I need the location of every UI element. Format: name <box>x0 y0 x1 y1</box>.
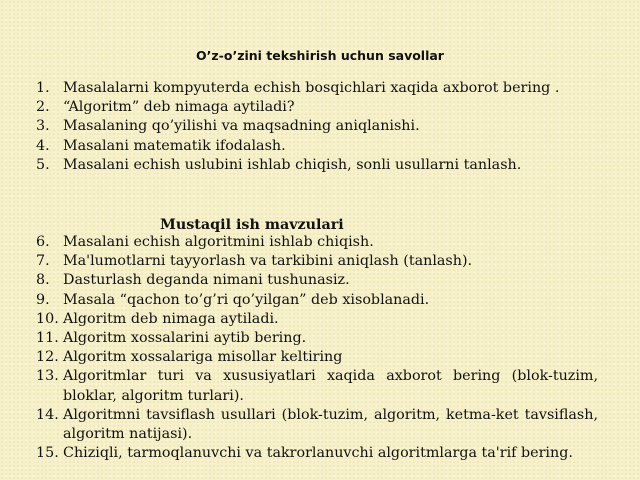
list-item <box>36 156 598 175</box>
list-item <box>36 329 598 348</box>
list-item <box>36 291 598 310</box>
item-number: 7. <box>36 253 50 270</box>
list-item <box>36 444 598 463</box>
list-item <box>36 271 598 290</box>
item-text: Algoritm xossalariga misollar keltiring <box>63 349 343 366</box>
list-item <box>36 252 598 271</box>
list-item <box>36 98 598 117</box>
item-text: Algoritm xossalarini aytib bering. <box>63 330 307 347</box>
self-check-question-list <box>36 79 598 175</box>
item-text: Dasturlash deganda nimani tushunasiz. <box>63 272 350 289</box>
item-number: 14. <box>36 406 59 423</box>
item-text: Algoritmlar turi va xususiyatlari xaqida axborot bering (blok-tuzim, bloklar, algoritm turlari). <box>63 368 598 404</box>
section-subtitle: Mustaqil ish mavzulari <box>160 217 344 233</box>
list-item <box>36 117 598 136</box>
item-text: Ma'lumotlarni tayyorlash va tarkibini aniqlash (tanlash). <box>63 253 473 270</box>
item-number: 2. <box>36 99 50 116</box>
list-item <box>36 137 598 156</box>
item-number: 3. <box>36 118 50 135</box>
item-text: “Algoritm” deb nimaga aytiladi? <box>63 99 295 116</box>
item-number: 15. <box>36 445 59 462</box>
item-text: Masalalarni kompyuterda echish bosqichlari xaqida axborot bering . <box>63 80 560 96</box>
item-text: Masalani matematik ifodalash. <box>63 137 286 154</box>
item-number: 13. <box>36 368 59 385</box>
item-text: Algoritmni tavsiflash usullari (blok-tuzim, algoritm, ketma-ket tavsiflash, algoritm natijasi). <box>63 406 598 443</box>
list-item <box>36 310 598 329</box>
item-number: 10. <box>36 310 59 327</box>
list-item <box>36 79 598 98</box>
item-text: Chiziqli, tarmoqlanuvchi va takrorlanuvchi algoritmlarga ta'rif bering. <box>63 445 573 462</box>
list-item <box>36 406 598 444</box>
item-text: Masala “qachon to’g’ri qo’yilgan” deb xisoblanadi. <box>63 291 430 308</box>
item-number: 5. <box>36 156 50 173</box>
item-number: 11. <box>36 330 59 347</box>
item-number: 6. <box>36 234 50 250</box>
item-text: Algoritm deb nimaga aytiladi. <box>63 310 279 327</box>
item-text: Masalani echish uslubini ishlab chiqish, sonli usullarni tanlash. <box>63 156 522 173</box>
list-item <box>36 233 598 252</box>
list-item <box>36 367 598 405</box>
item-text: Masalani echish algoritmini ishlab chiqish. <box>63 234 374 250</box>
item-text: Masalaning qo’yilishi va maqsadning aniqlanishi. <box>63 118 420 135</box>
item-number: 9. <box>36 291 50 308</box>
item-number: 8. <box>36 272 50 289</box>
list-item <box>36 348 598 367</box>
item-number: 4. <box>36 137 50 154</box>
independent-work-topic-list <box>36 233 598 463</box>
item-number: 1. <box>36 80 50 96</box>
item-number: 12. <box>36 349 59 366</box>
page-title: O’z-o’zini tekshirish uchun savollar <box>196 48 444 63</box>
